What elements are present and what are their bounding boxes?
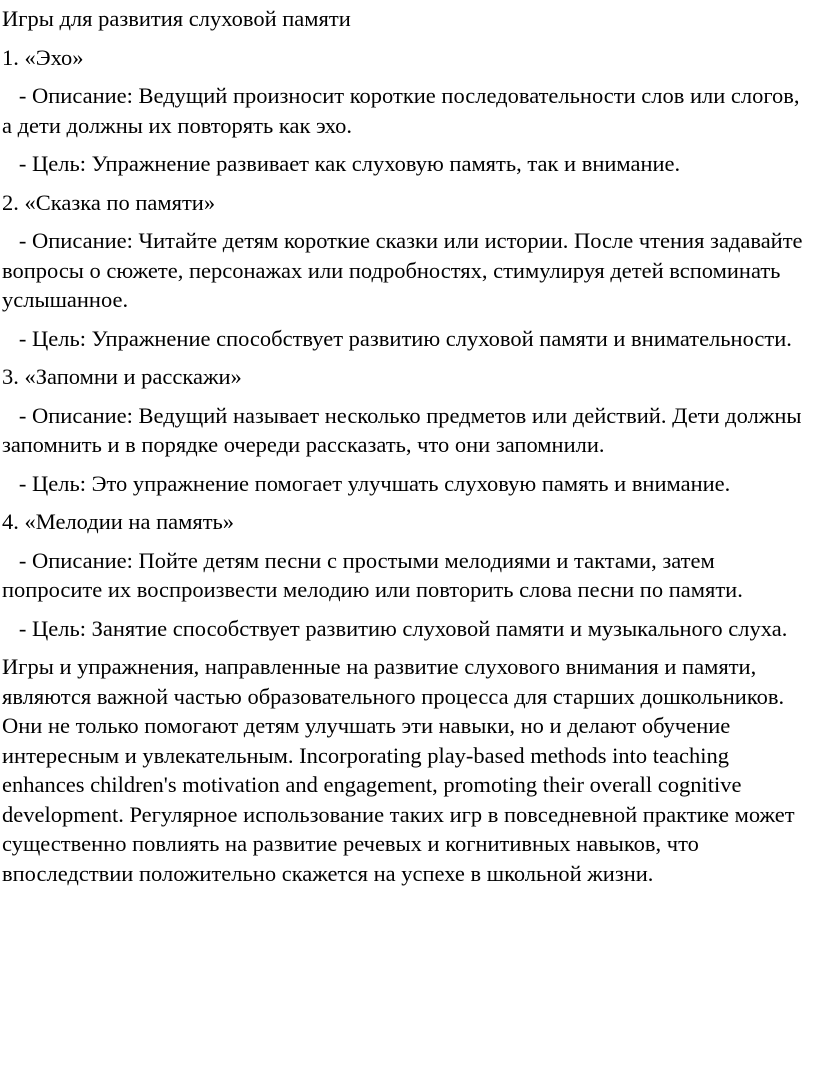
item-3-goal: - Цель: Это упражнение помогает улучшать слуховую память и внимание. — [18, 470, 731, 496]
item-2-title: 2. «Сказка по памяти» — [2, 189, 216, 215]
item-1-title: 1. «Эхо» — [2, 44, 84, 70]
item-4-goal: - Цель: Занятие способствует развитию слуховой памяти и музыкального слуха. — [18, 615, 788, 641]
item-2-goal: - Цель: Упражнение способствует развитию слуховой памяти и внимательности. — [18, 325, 792, 351]
item-3-title: 3. «Запомни и расскажи» — [2, 364, 242, 389]
item-3-description: - Описание: Ведущий называет несколько предметов или действий. Дети должны запомнить и в порядке очереди рассказать, что они запомнили. — [2, 402, 802, 457]
item-4-title: 4. «Мелодии на память» — [2, 509, 235, 534]
item-2-description: - Описание: Читайте детям короткие сказки или истории. После чтения задавайте вопросы о сюжете, персонажах или подробностях, стимулируя детей вспоминать услышанное. — [2, 228, 803, 312]
item-1-description: - Описание: Ведущий произносит короткие последовательности слов или слогов, а дети должны их повторять как эхо. — [2, 83, 800, 138]
document-heading: Игры для развития слуховой памяти — [2, 6, 351, 31]
item-1-goal: - Цель: Упражнение развивает как слуховую память, так и внимание. — [18, 151, 681, 176]
item-4-description: - Описание: Пойте детям песни с простыми мелодиями и тактами, затем попросите их воспроизвести мелодию или повторить слова песни по памяти. — [2, 547, 743, 602]
closing-paragraph: Игры и упражнения, направленные на развитие слухового внимания и памяти, являются важной частью образовательного процесса для старших дошкольников. Они не только помогают детям улучшать эти навыки, но и делают обучение интересным и увлекательным. Incorporating play-based methods into teaching enhances children's motivation and engagement, promoting their overall cognitive development. Регулярное использование таких игр в повседневной практике может существенно повлиять на развитие речевых и когнитивных навыков, что впоследствии положительно скажется на успехе в школьной жизни. — [2, 654, 795, 886]
